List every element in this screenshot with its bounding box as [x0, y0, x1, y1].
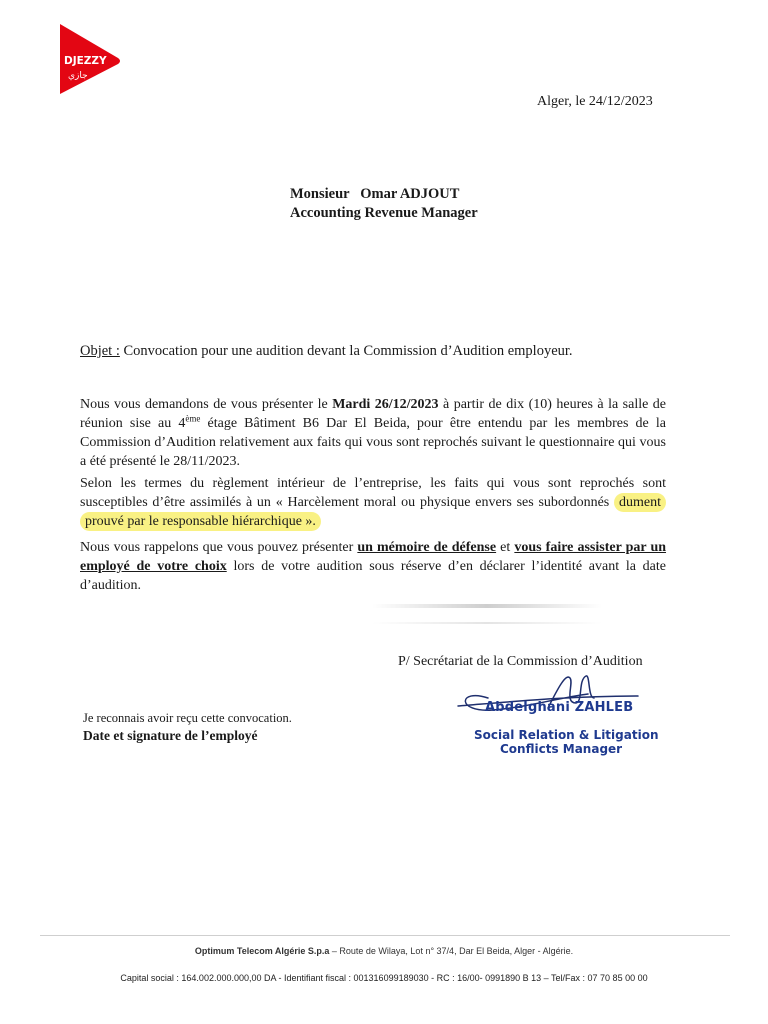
- footer-company: Optimum Telecom Algérie S.p.a: [194, 946, 330, 956]
- scan-artifact-line-2: [372, 622, 602, 624]
- footer-rule: [40, 935, 730, 936]
- acknowledgement-line: Je reconnais avoir reçu cette convocation.: [83, 711, 292, 725]
- paragraph-convocation: [80, 395, 666, 471]
- footer-address-text: – Route de Wilaya, Lot n° 37/4, Dar El Beida, Alger - Algérie.: [329, 946, 574, 956]
- recipient-name: Monsieur Omar ADJOUT: [290, 186, 460, 202]
- p3-text-1: Nous vous rappelons que vous pouvez présenter: [80, 540, 358, 555]
- footer-address: [0, 946, 768, 956]
- p3-text-3: lors de votre audition sous réserve d’en déclarer l’identité avant la date d’audition.: [80, 559, 666, 593]
- djezzy-logo: [58, 24, 128, 94]
- p2-text-1: Selon les termes du règlement intérieur de l’entreprise, les faits qui vous sont reprochés sont susceptibles d’être assimilés à un « Harcèlement moral ou physique envers ses subordonnés: [80, 476, 666, 510]
- p1-superscript: ème: [185, 413, 201, 424]
- footer-legal: Capital social : 164.002.000.000,00 DA - Identifiant fiscal : 001316099189030 - RC : 16/00- 0991890 B 13 – Tel/Fax : 07 70 85 00 00: [120, 973, 648, 983]
- logo-text-arabic: جازي: [68, 71, 88, 81]
- scan-artifact-line: [372, 604, 602, 608]
- defense-memo-text: un mémoire de défense: [357, 540, 497, 555]
- highlighted-text: dument prouvé par le responsable hiérarchique ».: [80, 493, 666, 531]
- assistance-text: vous faire assister par un employé de votre choix: [80, 540, 667, 574]
- stamp-title-line1: Social Relation & Litigation: [474, 728, 659, 742]
- hearing-date: Mardi 26/12/2023: [332, 397, 439, 412]
- stamp-title-line2: Conflicts Manager: [500, 742, 623, 756]
- p3-text-2: et: [496, 540, 515, 555]
- date-line: Alger, le 24/12/2023: [537, 94, 653, 109]
- secretariat-line: P/ Secrétariat de la Commission d’Audition: [398, 654, 643, 669]
- p1-text-1: Nous vous demandons de vous présenter le: [80, 397, 333, 412]
- handwritten-signature: [448, 668, 648, 728]
- subject-text: Convocation pour une audition devant la Commission d’Audition employeur.: [119, 343, 573, 359]
- subject-line: [80, 343, 573, 360]
- paragraph-rights: [80, 538, 666, 595]
- employee-signature-label: Date et signature de l’employé: [83, 728, 258, 743]
- p1-text-3: étage Bâtiment B6 Dar El Beida, pour être entendu par les membres de la Commission d’Audition relativement aux faits qui vous sont reprochés suivant le questionnaire qui vous a été présenté le 28/11/2023.: [80, 416, 666, 469]
- paragraph-accusation: [80, 474, 666, 531]
- recipient-title: Accounting Revenue Manager: [290, 205, 478, 221]
- stamp-name: Abdelghani ZAHLEB: [485, 700, 634, 715]
- logo-text-latin: DJEZZY: [64, 55, 107, 67]
- recipient-block: [290, 185, 478, 223]
- p1-text-2: à partir de dix (10) heures à la salle de réunion sise au 4: [80, 397, 666, 431]
- subject-label: Objet :: [80, 343, 120, 359]
